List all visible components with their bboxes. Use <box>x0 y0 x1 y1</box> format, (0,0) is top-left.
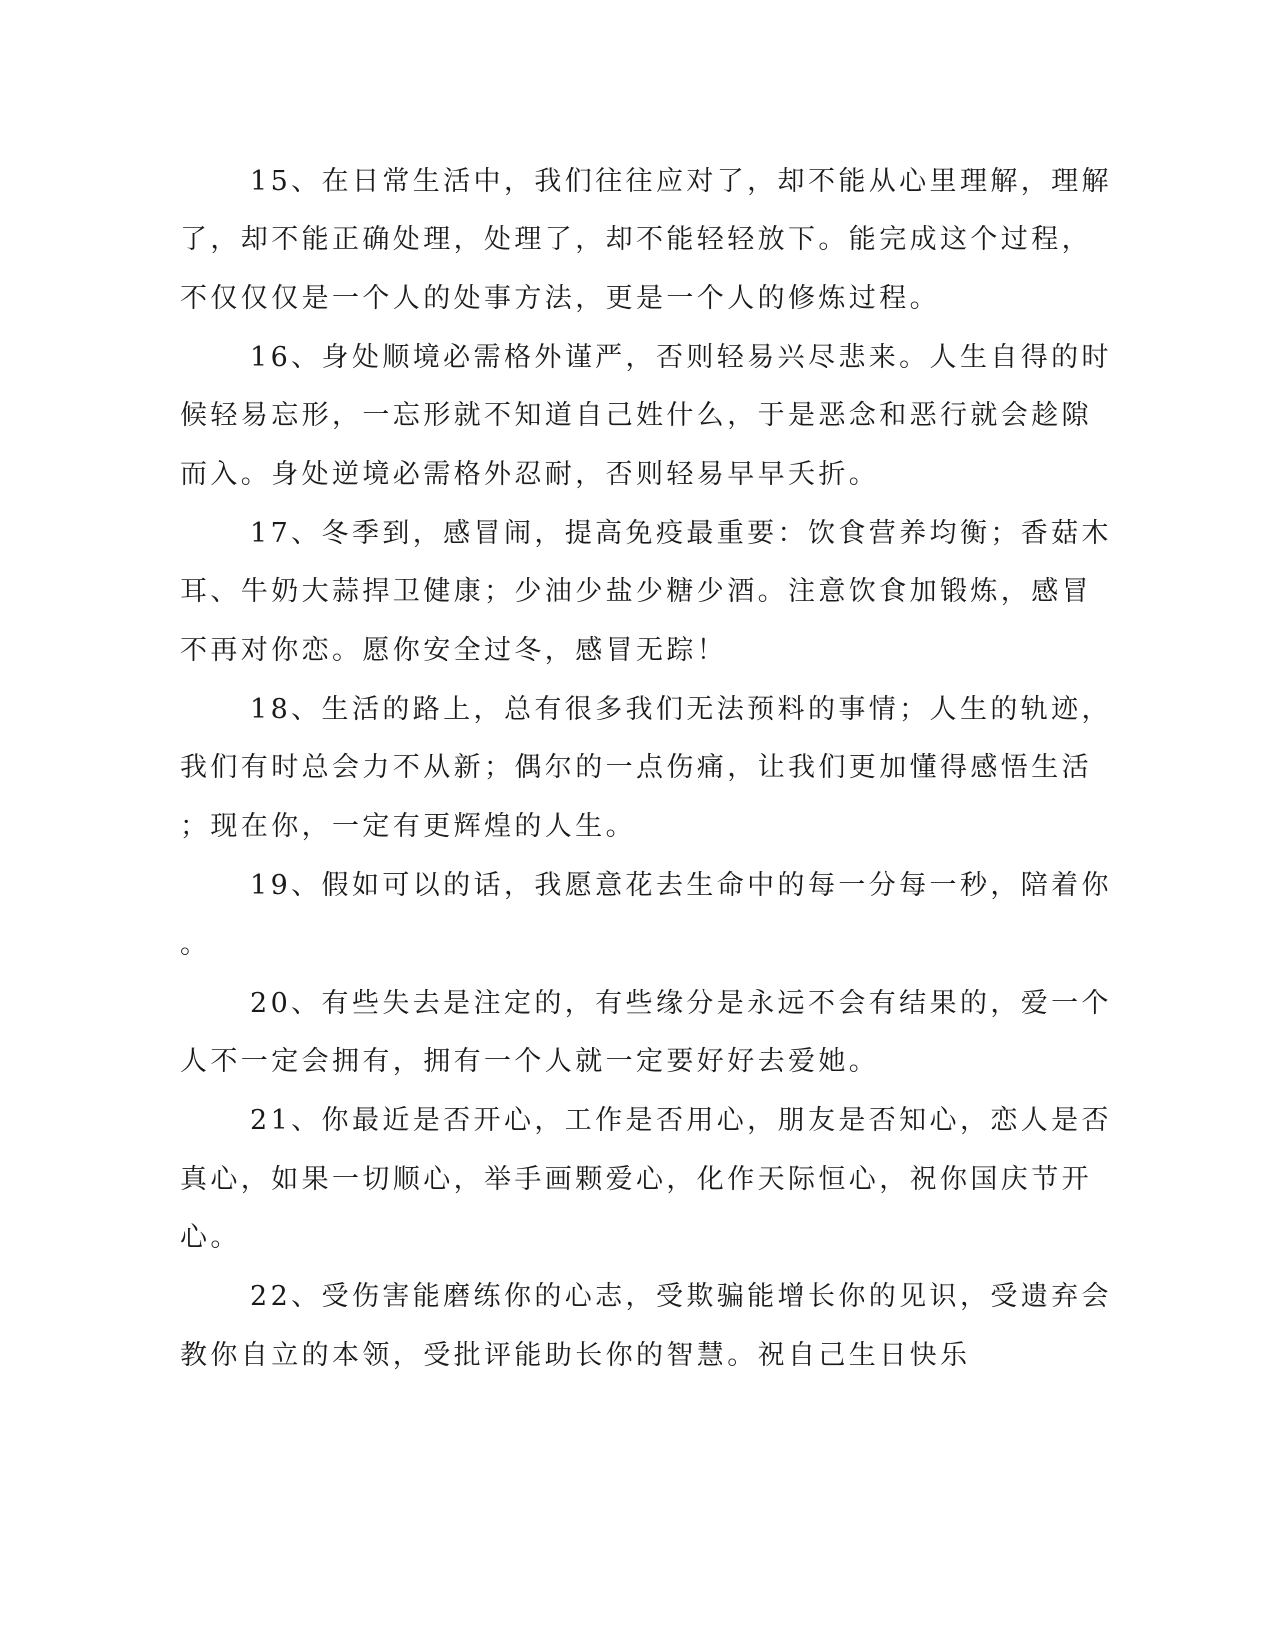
item-21-line-3: 心。 <box>180 1222 241 1253</box>
item-22-line-2: 教你自立的本领，受批评能助长你的智慧。祝自己生日快乐 <box>180 1340 971 1371</box>
item-19-line-2: 。 <box>180 929 211 960</box>
item-15-line-2: 了，却不能正确处理，处理了，却不能轻轻放下。能完成这个过程， <box>180 224 1092 255</box>
item-21-line-1: 21、你最近是否开心，工作是否用心，朋友是否知心，恋人是否 <box>250 1105 1112 1136</box>
item-18-line-3: ；现在你，一定有更辉煌的人生。 <box>180 811 636 842</box>
item-21-line-2: 真心，如果一切顺心，举手画颗爱心，化作天际恒心，祝你国庆节开 <box>180 1164 1092 1195</box>
item-17-line-3: 不再对你恋。愿你安全过冬，感冒无踪！ <box>180 635 728 666</box>
item-20-line-2: 人不一定会拥有，拥有一个人就一定要好好去爱她。 <box>180 1046 880 1077</box>
item-16-line-3: 而入。身处逆境必需格外忍耐，否则轻易早早夭折。 <box>180 459 880 490</box>
item-18-line-1: 18、生活的路上，总有很多我们无法预料的事情；人生的轨迹， <box>250 694 1112 725</box>
item-17-line-1: 17、冬季到，感冒闹，提高免疫最重要：饮食营养均衡；香菇木 <box>250 518 1112 549</box>
item-22-line-1: 22、受伤害能磨练你的心志，受欺骗能增长你的见识，受遗弃会 <box>250 1281 1112 1312</box>
item-16-line-1: 16、身处顺境必需格外谨严，否则轻易兴尽悲来。人生自得的时 <box>250 342 1112 373</box>
item-16-line-2: 候轻易忘形，一忘形就不知道自己姓什么，于是恶念和恶行就会趁隙 <box>180 400 1092 431</box>
item-18-line-2: 我们有时总会力不从新；偶尔的一点伤痛，让我们更加懂得感悟生活 <box>180 752 1092 783</box>
item-17-line-2: 耳、牛奶大蒜捍卫健康；少油少盐少糖少酒。注意饮食加锻炼，感冒 <box>180 576 1092 607</box>
item-20-line-1: 20、有些失去是注定的，有些缘分是永远不会有结果的，爱一个 <box>250 988 1112 1019</box>
item-15-line-1: 15、在日常生活中，我们往往应对了，却不能从心里理解，理解 <box>250 166 1112 197</box>
item-19-line-1: 19、假如可以的话，我愿意花去生命中的每一分每一秒，陪着你 <box>250 870 1112 901</box>
item-15-line-3: 不仅仅仅是一个人的处事方法，更是一个人的修炼过程。 <box>180 283 940 314</box>
